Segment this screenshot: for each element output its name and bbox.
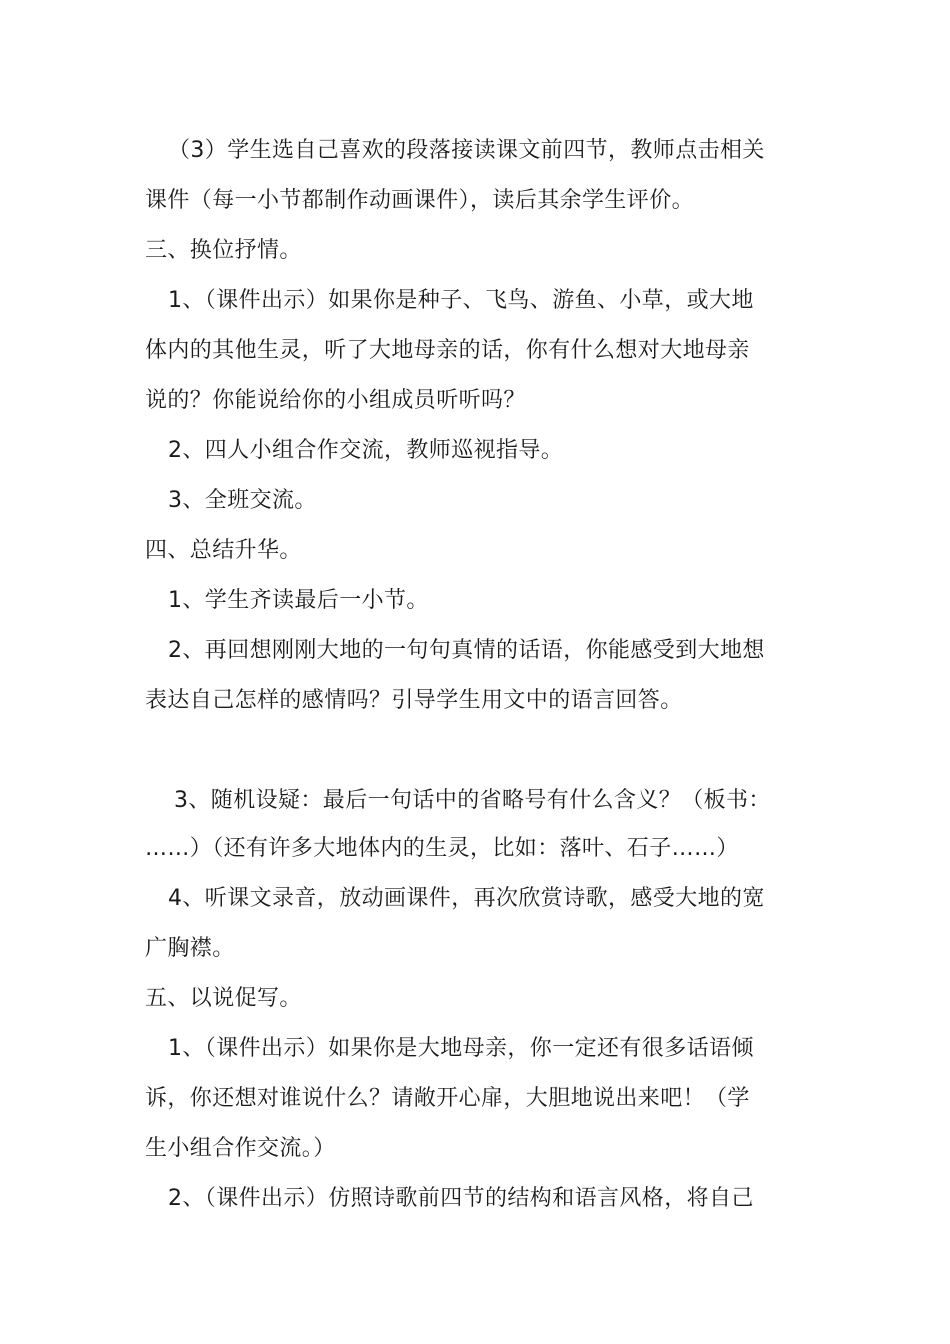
paragraph-line: 4、听课文录音，放动画课件，再次欣赏诗歌，感受大地的宽 bbox=[168, 886, 765, 911]
paragraph-line: 课件（每一小节都制作动画课件），读后其余学生评价。 bbox=[145, 188, 695, 213]
paragraph-line: （3）学生选自己喜欢的段落接读课文前四节，教师点击相关 bbox=[168, 138, 765, 163]
paragraph-line: 表达自己怎样的感情吗？引导学生用文中的语言回答。 bbox=[145, 688, 683, 713]
paragraph-line: 1、（课件出示）如果你是大地母亲，你一定还有很多话语倾 bbox=[168, 1036, 754, 1061]
paragraph-line: 2、四人小组合作交流，教师巡视指导。 bbox=[168, 438, 564, 463]
section-heading: 四、总结升华。 bbox=[145, 538, 302, 563]
paragraph-line: 生小组合作交流。） bbox=[145, 1136, 336, 1161]
paragraph-line: 1、（课件出示）如果你是种子、飞鸟、游鱼、小草，或大地 bbox=[168, 288, 754, 313]
paragraph-line: 诉，你还想对谁说什么？请敞开心扉，大胆地说出来吧！（学 bbox=[145, 1086, 750, 1111]
section-heading: 五、以说促写。 bbox=[145, 986, 302, 1011]
paragraph-line: 3、全班交流。 bbox=[168, 488, 317, 513]
paragraph-line: 体内的其他生灵，听了大地母亲的话，你有什么想对大地母亲 bbox=[145, 338, 750, 363]
section-heading: 三、换位抒情。 bbox=[145, 238, 302, 263]
paragraph-line: 3、随机设疑：最后一句话中的省略号有什么含义？（板书： bbox=[174, 788, 771, 813]
paragraph-line: 2、再回想刚刚大地的一句句真情的话语，你能感受到大地想 bbox=[168, 638, 765, 663]
paragraph-line: 说的？你能说给你的小组成员听听吗？ bbox=[145, 388, 526, 413]
paragraph-line: 2、（课件出示）仿照诗歌前四节的结构和语言风格，将自己 bbox=[168, 1186, 754, 1211]
paragraph-line: 1、学生齐读最后一小节。 bbox=[168, 588, 429, 613]
paragraph-line: 广胸襟。 bbox=[145, 936, 235, 961]
paragraph-line: ……）（还有许多大地体内的生灵，比如：落叶、石子……） bbox=[145, 836, 739, 861]
